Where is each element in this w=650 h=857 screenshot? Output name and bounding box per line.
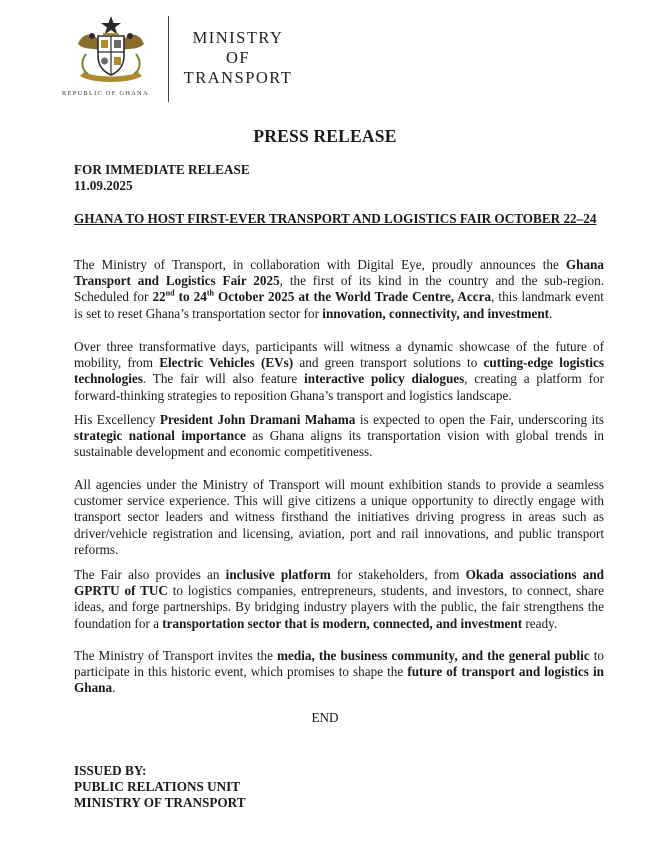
venue: October 2025 at the World Trade Centre, Accra: [213, 289, 492, 305]
letterhead-divider: [168, 16, 169, 102]
text-run: .: [112, 680, 116, 696]
text-run: for stakeholders, from: [330, 567, 466, 582]
release-meta: [74, 162, 604, 194]
letterhead: [60, 14, 360, 97]
text-run: and green transport solutions to: [293, 355, 484, 371]
text-run: , this landmark event is set to reset Ghana’s transportation sector for: [74, 289, 604, 321]
bold-run: inclusive platform: [225, 567, 331, 582]
bold-run: transportation sector that is modern, connected, and investment: [162, 615, 523, 631]
text-run: Over three transformative days, participants will witness a dynamic showcase of the future of mobility, from: [74, 339, 604, 371]
ministry-name-line3: TRANSPORT: [183, 68, 293, 87]
bold-run: Okada associations and GPRTU of TUC: [74, 567, 604, 599]
end-marker: END: [311, 710, 339, 725]
text-run: The Fair also provides an: [74, 567, 226, 582]
bold-run: strategic national importance: [74, 428, 246, 444]
paragraph-4: All agencies under the Ministry of Transport will mount exhibition stands to provide a seamless customer service experience. This will give citizens a unique opportunity to directly engage with transport sector leaders and witness firsthand the initiatives driving progress in areas such as driver/vehicle registration and licensing, aviation, port and rail innovations, and public transport reforms.: [74, 477, 604, 557]
date-start: 22: [152, 289, 166, 305]
paragraph-2: [74, 339, 604, 404]
paragraph-5: [74, 567, 604, 632]
paragraph-1: [74, 257, 604, 322]
ministry-name-line1: MINISTRY: [192, 28, 284, 47]
text-run: . The fair will also feature: [142, 371, 305, 387]
issued-by-unit: PUBLIC RELATIONS UNIT: [74, 779, 241, 795]
text-run: to participate in this historic event, which promises to shape the: [74, 648, 604, 680]
superscript: nd: [165, 289, 175, 299]
headline: GHANA TO HOST FIRST-EVER TRANSPORT AND LOGISTICS FAIR OCTOBER 22–24: [74, 211, 597, 226]
text-run: .: [549, 305, 553, 321]
bold-run: Electric Vehicles (EVs): [159, 355, 294, 371]
ghana-coat-of-arms-icon: [70, 14, 152, 86]
text-run: as Ghana aligns its transportation vision with global trends in sustainable development and economic competitiveness.: [74, 428, 605, 460]
release-date: 11.09.2025: [74, 178, 133, 194]
text-run: The Ministry of Transport, in collaboration with Digital Eye, proudly announces the: [74, 257, 566, 272]
superscript: th: [206, 289, 214, 299]
bold-run: media, the business community, and the general public: [277, 648, 590, 663]
text-run: to logistics companies, entrepreneurs, students, and investors, to connect, share ideas, and forge partnerships. By bridging industry players with the public, the fair strengthens the foundation for a: [74, 583, 604, 631]
bold-run: innovation, connectivity, and investment: [322, 305, 550, 321]
document-title: PRESS RELEASE: [253, 126, 397, 146]
bold-run: [152, 289, 491, 304]
republic-of-ghana-label: REPUBLIC OF GHANA: [62, 90, 149, 97]
ministry-name-line2: OF: [225, 48, 251, 67]
text-run: is expected to open the Fair, underscoring its: [355, 412, 604, 427]
bold-run: future of transport and logistics in Ghana: [74, 664, 604, 696]
bold-run: Ghana Transport and Logistics Fair 2025: [74, 257, 604, 289]
bold-run: President John Dramani Mahama: [159, 412, 356, 427]
paragraph-6: [74, 648, 604, 697]
issued-by: [74, 763, 604, 812]
bold-run: cutting-edge logistics technologies: [74, 355, 604, 387]
text-run: , the first of its kind in the country and the sub-region. Scheduled for: [74, 273, 604, 305]
bold-run: interactive policy dialogues: [304, 371, 465, 387]
text-run: ready.: [522, 615, 558, 631]
issued-by-label: ISSUED BY:: [74, 763, 147, 778]
release-label: FOR IMMEDIATE RELEASE: [74, 162, 250, 177]
date-end: to 24: [174, 289, 207, 305]
ministry-name: [178, 28, 298, 88]
text-run: The Ministry of Transport invites the: [74, 648, 278, 663]
issued-by-ministry: MINISTRY OF TRANSPORT: [74, 795, 246, 811]
text-run: His Excellency: [74, 412, 160, 427]
text-run: , creating a platform for forward-thinking strategies to reposition Ghana’s transport and logistics landscape.: [74, 371, 605, 403]
paragraph-3: [74, 412, 604, 461]
